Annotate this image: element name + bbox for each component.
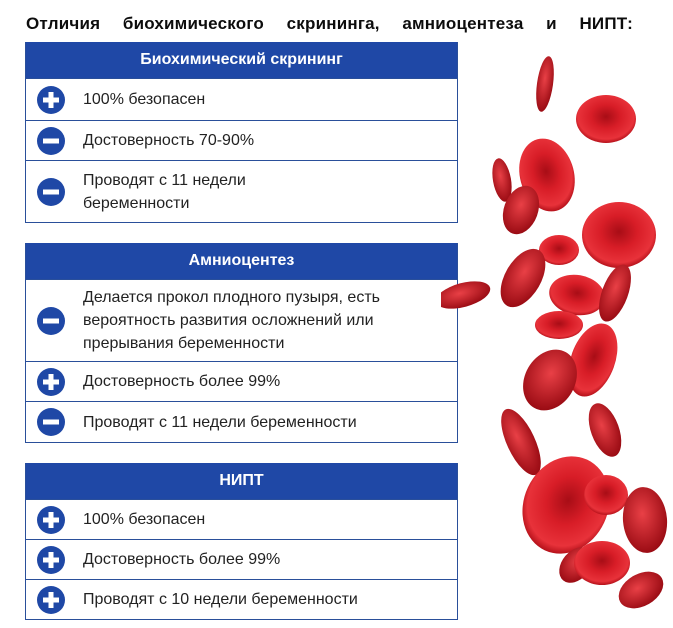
list-item-text: 100% безопасен bbox=[83, 91, 206, 108]
list-item-text: Достоверность более 99% bbox=[83, 373, 281, 390]
plus-circle-icon bbox=[36, 545, 66, 575]
list-item bbox=[26, 539, 457, 579]
list-item bbox=[26, 160, 457, 222]
plus-circle-icon bbox=[36, 505, 66, 535]
card-amniocentesis bbox=[25, 243, 458, 443]
plus-circle-icon bbox=[36, 367, 66, 397]
list-item-text: Проводят с 10 недели беременности bbox=[83, 591, 358, 608]
list-item bbox=[26, 78, 457, 120]
minus-circle-icon bbox=[36, 126, 66, 156]
minus-circle-icon bbox=[36, 177, 66, 207]
list-item bbox=[26, 120, 457, 160]
plus-circle-icon bbox=[36, 85, 66, 115]
card-header: Биохимический скрининг bbox=[26, 42, 457, 78]
card-nipt bbox=[25, 463, 458, 620]
card-header: Амниоцентез bbox=[26, 243, 457, 279]
minus-circle-icon bbox=[36, 306, 66, 336]
list-item-text: Делается прокол плодного пузыря, есть вероятность развития осложнений или прерывания беременности bbox=[83, 289, 380, 352]
page-title: Отличия биохимического скрининга, амниоцентеза и НИПТ: bbox=[26, 14, 633, 33]
list-item bbox=[26, 579, 457, 619]
list-item bbox=[26, 279, 457, 361]
list-item bbox=[26, 499, 457, 539]
list-item-text: Достоверность более 99% bbox=[83, 551, 281, 568]
list-item-text: Достоверность 70-90% bbox=[83, 132, 255, 149]
list-item bbox=[26, 401, 457, 442]
list-item bbox=[26, 361, 457, 401]
list-item-text: 100% безопасен bbox=[83, 511, 206, 528]
red-blood-cells-illustration bbox=[441, 40, 673, 628]
list-item-text: Проводят с 11 недели беременности bbox=[83, 413, 357, 431]
minus-circle-icon bbox=[36, 407, 66, 437]
card-header: НИПТ bbox=[26, 463, 457, 499]
card-biochemical-screening bbox=[25, 42, 458, 223]
plus-circle-icon bbox=[36, 585, 66, 615]
list-item-text: Проводят с 11 недели беременности bbox=[83, 171, 246, 212]
